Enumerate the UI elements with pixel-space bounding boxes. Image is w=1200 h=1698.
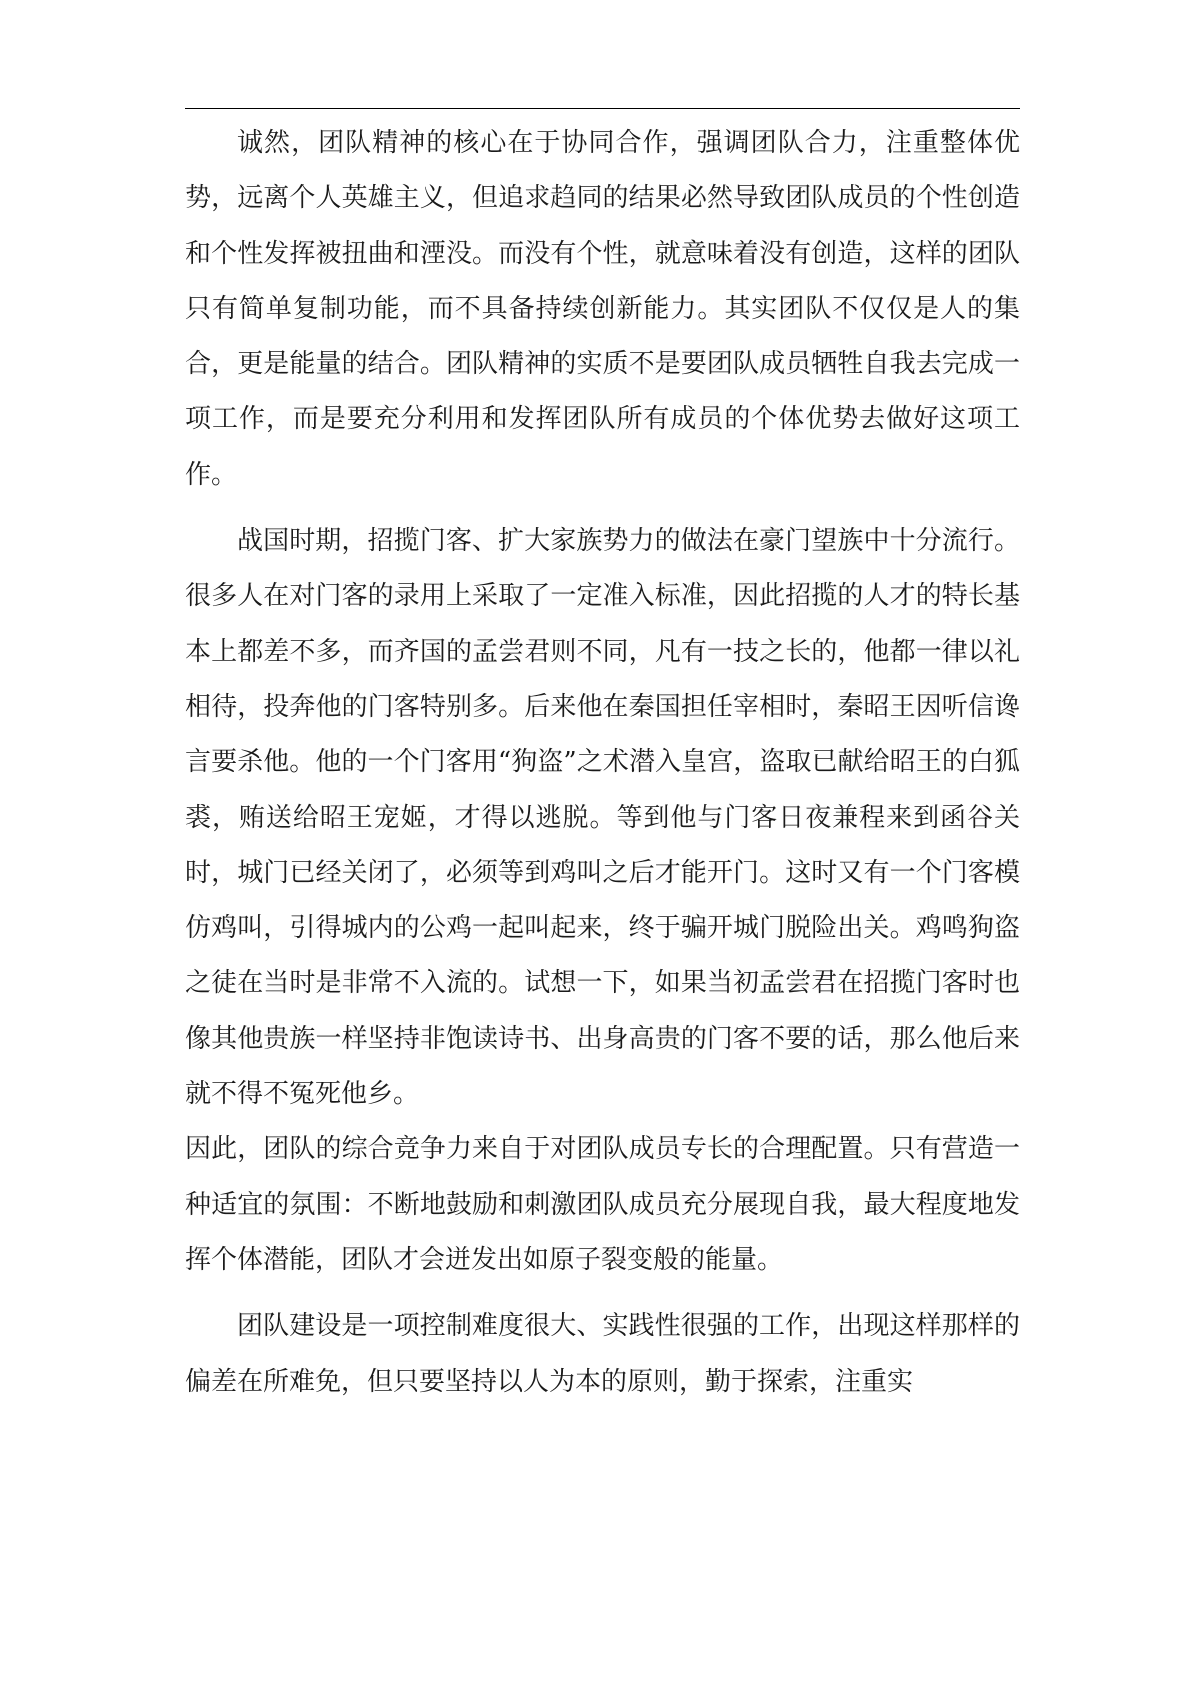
- paragraph-3: 因此，团队的综合竞争力来自于对团队成员专长的合理配置。只有营造一种适宜的氛围：不断地鼓励和刺激团队成员充分展现自我，最大程度地发挥个体潜能，团队才会迸发出如原子裂变般的能量。: [185, 1134, 1020, 1275]
- paragraph-2: 战国时期，招揽门客、扩大家族势力的做法在豪门望族中十分流行。很多人在对门客的录用上采取了一定准入标准，因此招揽的人才的特长基本上都差不多，而齐国的孟尝君则不同，凡有一技之长的，他都一律以礼相待，投奔他的门客特别多。后来他在秦国担任宰相时，秦昭王因听信谗言要杀他。他的一个门客用“狗盗”之术潜入皇宫，盗取已献给昭王的白狐裘，贿送给昭王宠姬，才得以逃脱。等到他与门客日夜兼程来到函谷关时，城门已经关闭了，必须等到鸡叫之后才能开门。这时又有一个门客模仿鸡叫，引得城内的公鸡一起叫起来，终于骗开城门脱险出关。鸡鸣狗盗之徒在当时是非常不入流的。试想一下，如果当初孟尝君在招揽门客时也像其他贵族一样坚持非饱读诗书、出身高贵的门客不要的话，那么他后来就不得不冤死他乡。: [185, 526, 1020, 1110]
- header-rule: [185, 108, 1020, 109]
- paragraph-1: 诚然，团队精神的核心在于协同合作，强调团队合力，注重整体优势，远离个人英雄主义，但追求趋同的结果必然导致团队成员的个性创造和个性发挥被扭曲和湮没。而没有个性，就意味着没有创造，这样的团队只有简单复制功能，而不具备持续创新能力。其实团队不仅仅是人的集合，更是能量的结合。团队精神的实质不是要团队成员牺牲自我去完成一项工作，而是要充分利用和发挥团队所有成员的个体优势去做好这项工作。: [185, 128, 1020, 490]
- paragraph-4: 团队建设是一项控制难度很大、实践性很强的工作，出现这样那样的偏差在所难免，但只要坚持以人为本的原则，勤于探索，注重实: [185, 1311, 1020, 1397]
- document-body: [185, 116, 1020, 1410]
